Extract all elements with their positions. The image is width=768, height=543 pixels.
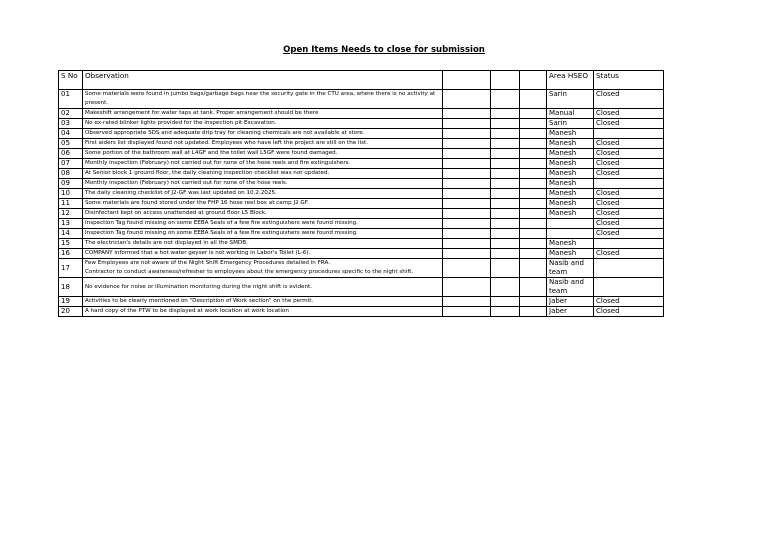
blank-cell — [491, 90, 520, 109]
blank-cell — [491, 189, 520, 199]
blank-cell — [491, 139, 520, 149]
row-sn: 12 — [59, 209, 83, 219]
row-observation: The daily cleaning checklist of J2-GF was last updated on 10.2.2025. — [83, 189, 443, 199]
row-area-hseo: Jaber — [547, 307, 594, 317]
blank-cell — [520, 278, 547, 297]
blank-cell — [520, 71, 547, 90]
row-sn: 15 — [59, 239, 83, 249]
row-observation: Inspection Tag found missing on some EEBA Seals of a few fire extinguishers were found missing. — [83, 229, 443, 239]
header-observation: Observation — [83, 71, 443, 90]
row-area-hseo — [547, 219, 594, 229]
row-status — [594, 259, 664, 278]
row-observation: Makeshift arrangement for water taps at tank. Proper arrangement should be there — [83, 109, 443, 119]
table-row — [59, 189, 664, 199]
row-area-hseo: Manesh — [547, 179, 594, 189]
row-observation: At Senior block 1 ground floor, the daily cleaning inspection checklist was not updated. — [83, 169, 443, 179]
blank-cell — [491, 159, 520, 169]
blank-cell — [443, 209, 491, 219]
blank-cell — [491, 129, 520, 139]
blank-cell — [443, 189, 491, 199]
blank-cell — [520, 239, 547, 249]
row-sn: 13 — [59, 219, 83, 229]
row-sn: 19 — [59, 297, 83, 307]
row-status: Closed — [594, 149, 664, 159]
row-sn: 06 — [59, 149, 83, 159]
blank-cell — [491, 209, 520, 219]
row-observation: Few Employees are not aware of the Night Shift Emergency Procedures detailed in FRA. Contractor to conduct awareness/refresher to employees about the emergency procedures specific to the night shift. — [83, 259, 443, 278]
blank-cell — [520, 209, 547, 219]
blank-cell — [520, 259, 547, 278]
row-observation: Inspection Tag found missing on some EEBA Seals of a few fire extinguishers were found missing. — [83, 219, 443, 229]
row-area-hseo: Manesh — [547, 189, 594, 199]
table-row — [59, 159, 664, 169]
row-sn: 08 — [59, 169, 83, 179]
blank-cell — [491, 119, 520, 129]
blank-cell — [443, 149, 491, 159]
row-area-hseo: Manesh — [547, 209, 594, 219]
row-observation: Some materials were found in jumbo bags/garbage bags near the security gate in the CTU area, where there is no activity at present. — [83, 90, 443, 109]
row-status — [594, 239, 664, 249]
row-observation: No evidence for noise or illumination monitoring during the night shift is evident. — [83, 278, 443, 297]
blank-cell — [491, 109, 520, 119]
row-area-hseo: Manesh — [547, 159, 594, 169]
table-row — [59, 139, 664, 149]
row-area-hseo — [547, 229, 594, 239]
row-status: Closed — [594, 209, 664, 219]
table-row — [59, 149, 664, 159]
blank-cell — [491, 149, 520, 159]
blank-cell — [443, 229, 491, 239]
row-status: Closed — [594, 229, 664, 239]
blank-cell — [491, 278, 520, 297]
blank-cell — [520, 229, 547, 239]
row-area-hseo: Manesh — [547, 169, 594, 179]
row-status: Closed — [594, 169, 664, 179]
blank-cell — [443, 278, 491, 297]
row-observation: First aiders list displayed found not updated. Employees who have left the project are still on the list. — [83, 139, 443, 149]
blank-cell — [443, 139, 491, 149]
row-status: Closed — [594, 159, 664, 169]
blank-cell — [491, 169, 520, 179]
row-status: Closed — [594, 109, 664, 119]
row-area-hseo: Nasib and team — [547, 278, 594, 297]
row-sn: 11 — [59, 199, 83, 209]
table-row — [59, 179, 664, 189]
row-sn: 10 — [59, 189, 83, 199]
table-row — [59, 278, 664, 297]
row-area-hseo: Manesh — [547, 249, 594, 259]
row-status: Closed — [594, 219, 664, 229]
table-row — [59, 199, 664, 209]
blank-cell — [491, 219, 520, 229]
table-row — [59, 119, 664, 129]
blank-cell — [443, 259, 491, 278]
blank-cell — [443, 159, 491, 169]
blank-cell — [520, 307, 547, 317]
row-observation: Activities to be clearly mentioned on "Description of Work section" on the permit. — [83, 297, 443, 307]
blank-cell — [520, 179, 547, 189]
blank-cell — [520, 219, 547, 229]
header-status: Status — [594, 71, 664, 90]
blank-cell — [520, 297, 547, 307]
blank-cell — [491, 239, 520, 249]
blank-cell — [443, 249, 491, 259]
open-items-table — [58, 70, 664, 317]
row-status — [594, 179, 664, 189]
row-status — [594, 278, 664, 297]
blank-cell — [520, 139, 547, 149]
page-title: Open Items Needs to close for submission — [283, 45, 485, 55]
table-row — [59, 209, 664, 219]
row-observation: Monthly inspection (February) not carried out for none of the hose reels and fire extinguishers. — [83, 159, 443, 169]
blank-cell — [491, 307, 520, 317]
table-row — [59, 297, 664, 307]
row-observation: Some portion of the bathroom wall at L4GF and the toilet wall L5GF were found damaged. — [83, 149, 443, 159]
header-area: Area HSEO — [547, 71, 594, 90]
table-row — [59, 249, 664, 259]
blank-cell — [443, 297, 491, 307]
row-observation: Monthly inspection (February) not carried out for none of the hose reels. — [83, 179, 443, 189]
row-observation: Disinfectant kept on access unattended at ground floor L5 Block. — [83, 209, 443, 219]
header-sn: S No — [59, 71, 83, 90]
row-sn: 01 — [59, 90, 83, 109]
blank-cell — [520, 249, 547, 259]
table-row — [59, 229, 664, 239]
table-row — [59, 129, 664, 139]
row-sn: 02 — [59, 109, 83, 119]
row-status: Closed — [594, 307, 664, 317]
blank-cell — [520, 129, 547, 139]
blank-cell — [520, 90, 547, 109]
row-sn: 05 — [59, 139, 83, 149]
header-row — [59, 71, 664, 90]
row-observation: A hard copy of the PTW to be displayed at work location at work location — [83, 307, 443, 317]
row-area-hseo: Sarin — [547, 90, 594, 109]
row-sn: 04 — [59, 129, 83, 139]
row-sn: 14 — [59, 229, 83, 239]
row-area-hseo: Manesh — [547, 139, 594, 149]
blank-cell — [491, 259, 520, 278]
row-sn: 17 — [59, 259, 83, 278]
row-observation: Some materials are found stored under the FHP 16 hose reel box at camp J2 GF. — [83, 199, 443, 209]
blank-cell — [443, 109, 491, 119]
table-row — [59, 219, 664, 229]
row-observation: The electrician's details are not displayed in all the SMDB. — [83, 239, 443, 249]
row-observation: Observed appropriate SDS and adequate drip tray for cleaning chemicals are not available at store. — [83, 129, 443, 139]
row-area-hseo: Jaber — [547, 297, 594, 307]
table-row — [59, 169, 664, 179]
table-row — [59, 109, 664, 119]
row-observation: COMPANY informed that a hot water geyser is not working in Labor's Toilet (L-6). — [83, 249, 443, 259]
blank-cell — [491, 249, 520, 259]
row-area-hseo: Sarin — [547, 119, 594, 129]
table-row — [59, 307, 664, 317]
row-status: Closed — [594, 189, 664, 199]
row-status: Closed — [594, 139, 664, 149]
blank-cell — [443, 199, 491, 209]
blank-cell — [520, 169, 547, 179]
row-status — [594, 129, 664, 139]
row-area-hseo: Manesh — [547, 199, 594, 209]
row-sn: 07 — [59, 159, 83, 169]
row-observation: No ex-rated blinker lights provided for the inspection pit Excavation. — [83, 119, 443, 129]
row-status: Closed — [594, 119, 664, 129]
row-sn: 03 — [59, 119, 83, 129]
row-status: Closed — [594, 249, 664, 259]
table-row — [59, 239, 664, 249]
blank-cell — [443, 119, 491, 129]
blank-cell — [491, 71, 520, 90]
row-sn: 16 — [59, 249, 83, 259]
row-sn: 09 — [59, 179, 83, 189]
blank-cell — [443, 307, 491, 317]
row-area-hseo: Manesh — [547, 129, 594, 139]
blank-cell — [520, 149, 547, 159]
blank-cell — [520, 189, 547, 199]
blank-cell — [491, 179, 520, 189]
row-area-hseo: Manual — [547, 109, 594, 119]
row-sn: 18 — [59, 278, 83, 297]
blank-cell — [491, 229, 520, 239]
row-area-hseo: Nasib and team — [547, 259, 594, 278]
blank-cell — [520, 159, 547, 169]
blank-cell — [520, 199, 547, 209]
blank-cell — [443, 239, 491, 249]
blank-cell — [520, 109, 547, 119]
row-status: Closed — [594, 297, 664, 307]
table-row — [59, 90, 664, 109]
table-row — [59, 259, 664, 278]
row-status: Closed — [594, 90, 664, 109]
blank-cell — [443, 169, 491, 179]
blank-cell — [443, 219, 491, 229]
row-sn: 20 — [59, 307, 83, 317]
row-area-hseo: Manesh — [547, 149, 594, 159]
blank-cell — [443, 90, 491, 109]
blank-cell — [443, 129, 491, 139]
blank-cell — [491, 199, 520, 209]
blank-cell — [520, 119, 547, 129]
blank-cell — [443, 179, 491, 189]
blank-cell — [491, 297, 520, 307]
row-status: Closed — [594, 199, 664, 209]
blank-cell — [443, 71, 491, 90]
row-area-hseo: Manesh — [547, 239, 594, 249]
